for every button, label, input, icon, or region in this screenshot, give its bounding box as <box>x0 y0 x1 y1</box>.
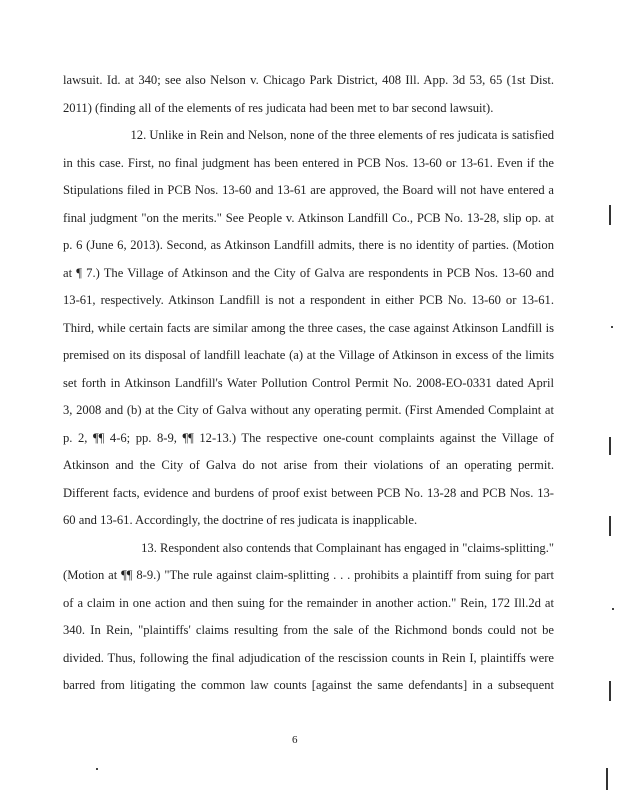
text-line-11: premised on its disposal of landfill leachate (a) at the Village of Atkinson in excess of the limits <box>63 348 554 362</box>
text-line-13: 3, 2008 and (b) at the City of Galva without any operating permit. (First Amended Complaint at <box>63 403 554 417</box>
text-line-9: 13-61, respectively. Atkinson Landfill is not a respondent in either PCB No. 13-60 or 13-61. <box>63 293 554 307</box>
text-line-10: Third, while certain facts are similar among the three cases, the case against Atkinson Landfill is <box>63 321 554 335</box>
text-line-1: lawsuit. Id. at 340; see also Nelson v. Chicago Park District, 408 Ill. App. 3d 53, 65 (1st Dist. <box>63 73 554 87</box>
text-line-21: 340. In Rein, "plaintiffs' claims resulting from the sale of the Richmond bonds could not be <box>63 623 554 637</box>
text-line-22: divided. Thus, following the final adjudication of the rescission counts in Rein I, plaintiffs were <box>63 651 554 665</box>
text-line-20: of a claim in one action and then suing for the remainder in another action." Rein, 172 Ill.2d at <box>63 596 554 610</box>
scan-speck <box>612 608 614 610</box>
text-line-4: in this case. First, no final judgment has been entered in PCB Nos. 13-60 or 13-61. Even if the <box>63 156 554 170</box>
text-line-6: final judgment "on the merits." See People v. Atkinson Landfill Co., PCB No. 13-28, slip op. at <box>63 211 554 225</box>
text-line-3: 12. Unlike in Rein and Nelson, none of the three elements of res judicata is satisfied <box>130 128 554 142</box>
text-line-18: 13. Respondent also contends that Complainant has engaged in "claims-splitting." <box>141 541 554 555</box>
revision-bar <box>606 768 608 790</box>
text-line-12: set forth in Atkinson Landfill's Water Pollution Control Permit No. 2008-EO-0331 dated April <box>63 376 554 390</box>
page-number: 6 <box>292 734 298 746</box>
scan-speck <box>611 326 613 328</box>
revision-bar <box>609 516 611 536</box>
revision-bar <box>609 681 611 701</box>
text-line-2: 2011) (finding all of the elements of res judicata had been met to bar second lawsuit). <box>63 101 494 115</box>
text-line-23: barred from litigating the common law counts [against the same defendants] in a subsequent <box>63 678 554 692</box>
text-line-17: 60 and 13-61. Accordingly, the doctrine of res judicata is inapplicable. <box>63 513 418 527</box>
text-line-8: at ¶ 7.) The Village of Atkinson and the City of Galva are respondents in PCB Nos. 13-60 and <box>63 266 554 280</box>
text-line-7: p. 6 (June 6, 2013). Second, as Atkinson Landfill admits, there is no identity of parties. (Motion <box>63 238 554 252</box>
text-line-15: Atkinson and the City of Galva do not arise from their violations of an operating permit. <box>63 458 554 472</box>
text-line-16: Different facts, evidence and burdens of proof exist between PCB No. 13-28 and PCB Nos. 13- <box>63 486 554 500</box>
scan-speck <box>96 768 98 770</box>
text-line-14: p. 2, ¶¶ 4-6; pp. 8-9, ¶¶ 12-13.) The respective one-count complaints against the Village of <box>63 431 554 445</box>
revision-bar <box>609 205 611 225</box>
revision-bar <box>609 437 611 455</box>
text-line-19: (Motion at ¶¶ 8-9.) "The rule against claim-splitting . . . prohibits a plaintiff from suing for part <box>63 568 554 582</box>
text-line-5: Stipulations filed in PCB Nos. 13-60 and 13-61 are approved, the Board will not have entered a <box>63 183 554 197</box>
